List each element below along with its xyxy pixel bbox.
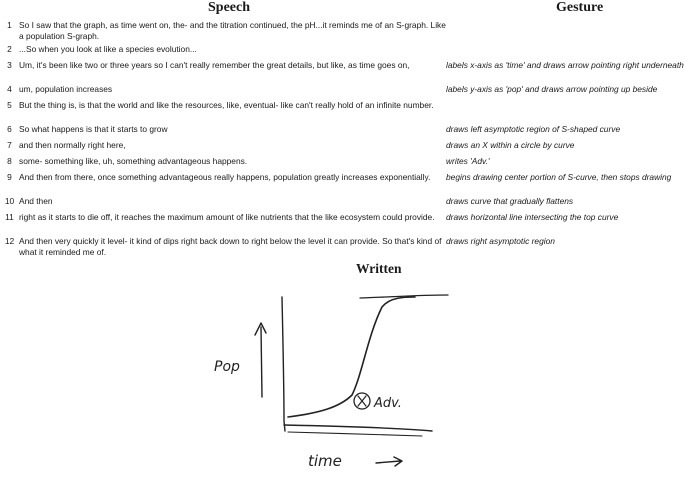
row-number: 8 (7, 156, 12, 166)
speech-cell: So what happens is that it starts to grow (19, 124, 168, 134)
x-axis-label: time (308, 452, 342, 470)
speech-cell: And then very quickly it level- it kind of dips right back down to right below the level it can provide. So that's kind of what it reminded me of. (19, 236, 442, 257)
speech-cell: and then normally right here, (19, 140, 126, 150)
row-number: 2 (7, 44, 12, 54)
speech-cell: And then (19, 196, 53, 206)
speech-cell: Um, it's been like two or three years so I can't really remember the great details, but like, as time goes on, (19, 60, 410, 70)
speech-cell: And then from there, once something advantageous really happens, population greatly increases exponentially. (19, 172, 431, 182)
written-sketch (200, 285, 450, 475)
speech-header: Speech (208, 0, 250, 15)
gesture-cell: draws curve that gradually flattens (446, 196, 574, 206)
y-arrow (255, 323, 266, 397)
row-number: 12 (4, 236, 15, 246)
speech-cell: But the thing is, is that the world and like the resources, like, eventual- like can't really hold of an infinite number. (19, 100, 434, 110)
row-number: 3 (7, 60, 12, 70)
adv-marker-x (358, 396, 366, 406)
written-header: Written (356, 261, 402, 276)
transcript-row (0, 100, 685, 124)
adv-label: Adv. (374, 396, 402, 411)
gesture-cell: labels x-axis as 'time' and draws arrow pointing right underneath (446, 60, 684, 70)
gesture-cell: begins drawing center portion of S-curve, then stops drawing (446, 172, 672, 182)
row-number: 10 (4, 196, 15, 206)
transcript-row (0, 44, 685, 60)
row-number: 11 (5, 212, 14, 222)
gesture-cell: labels y-axis as 'pop' and draws arrow pointing up beside (446, 84, 658, 94)
row-number: 4 (7, 84, 12, 94)
y-axis-label: Pop (214, 359, 240, 375)
transcript-table (0, 20, 685, 260)
gesture-header: Gesture (556, 0, 604, 15)
row-number: 1 (7, 20, 12, 30)
transcript-row (0, 156, 685, 172)
transcript-row (0, 140, 685, 156)
gesture-cell: draws right asymptotic region (446, 236, 555, 246)
speech-cell: ...So when you look at like a species evolution... (19, 44, 197, 54)
gesture-cell (446, 100, 685, 124)
gesture-cell (446, 20, 685, 44)
gesture-cell: draws left asymptotic region of S-shaped curve (446, 124, 621, 134)
transcript-row (0, 60, 685, 84)
transcript-row (0, 172, 685, 196)
gesture-cell (446, 44, 685, 60)
speech-cell: some- something like, uh, something advantageous happens. (19, 156, 248, 166)
transcript-row (0, 124, 685, 140)
gesture-cell: draws an X within a circle by curve (446, 140, 575, 150)
speech-cell: um, population increases (19, 84, 113, 94)
x-arrow (376, 457, 402, 466)
row-number: 9 (7, 172, 12, 182)
row-number: 6 (7, 124, 12, 134)
transcript-row (0, 212, 685, 236)
speech-cell: So I saw that the graph, as time went on, the- and the titration continued, the pH...it reminds me of an S-graph. Like a population S-graph. (19, 20, 446, 41)
transcript-row (0, 84, 685, 100)
transcript-row (0, 196, 685, 212)
transcript-row (0, 236, 685, 260)
gesture-cell: writes 'Adv.' (446, 156, 490, 166)
row-number: 5 (7, 100, 12, 110)
x-axis-double (288, 432, 422, 436)
gesture-cell: draws horizontal line intersecting the top curve (446, 212, 619, 222)
y-axis-line (282, 297, 285, 431)
speech-cell: right as it starts to die off, it reaches the maximum amount of like nutrients that the like ecosystem could provide. (19, 212, 435, 222)
transcript-row (0, 20, 685, 44)
x-axis-line (284, 425, 432, 431)
row-number: 7 (7, 140, 12, 150)
